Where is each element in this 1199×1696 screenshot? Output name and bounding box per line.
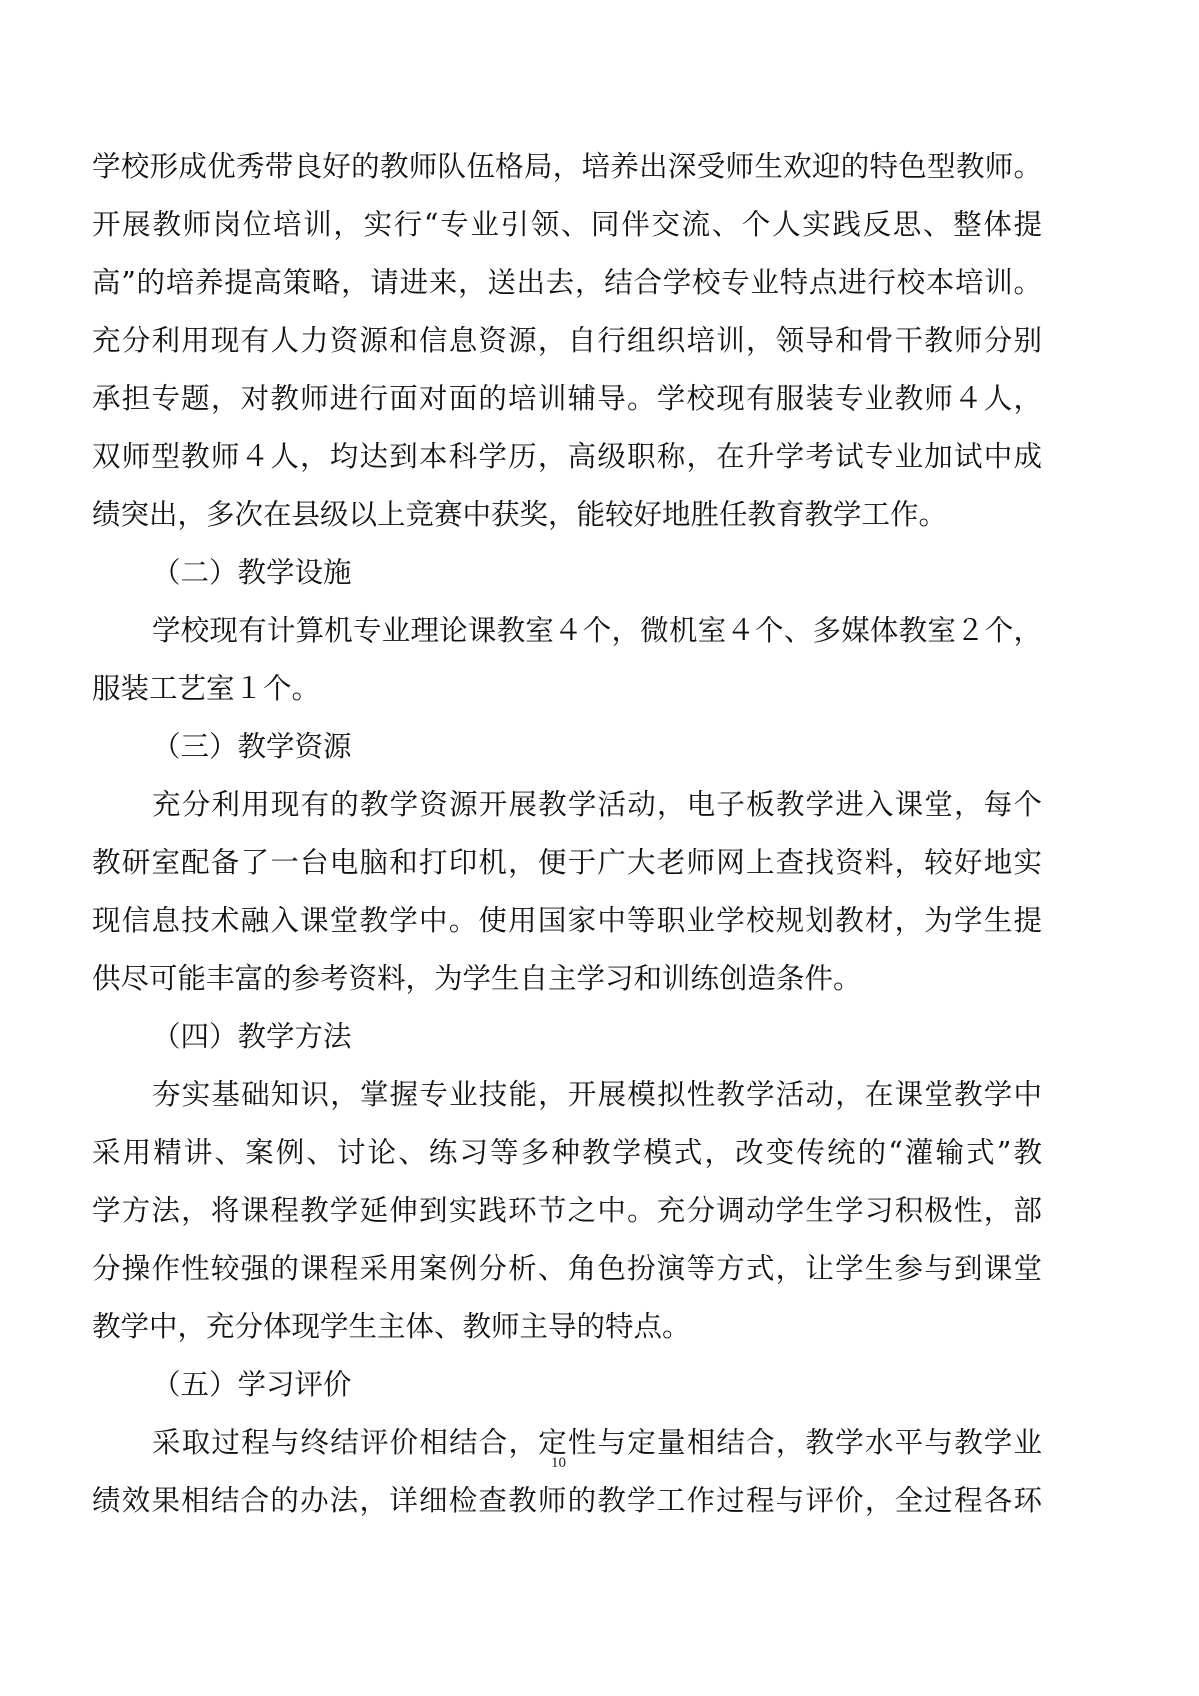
paragraph-line: 充分利用现有人力资源和信息资源，自行组织培训，领导和骨干教师分别: [92, 324, 1042, 357]
paragraph-line: 服装工艺室１个。: [92, 672, 321, 705]
paragraph-line: 学校形成优秀带良好的教师队伍格局，培养出深受师生欢迎的特色型教师。: [92, 150, 1042, 183]
paragraph-line: 供尽可能丰富的参考资料，为学生自主学习和训练创造条件。: [92, 962, 862, 995]
paragraph-line: 采用精讲、案例、讨论、练习等多种教学模式，改变传统的“灌输式”教: [92, 1136, 1042, 1169]
page-number: 10: [551, 1455, 566, 1471]
paragraph-line: 分操作性较强的课程采用案例分析、角色扮演等方式，让学生参与到课堂: [92, 1252, 1042, 1285]
paragraph-line: 学校现有计算机专业理论课教室４个，微机室４个、多媒体教室２个，: [152, 614, 1042, 647]
paragraph-line: 绩突出，多次在县级以上竞赛中获奖，能较好地胜任教育教学工作。: [92, 498, 948, 531]
paragraph-line: 教学中，充分体现学生主体、教师主导的特点。: [92, 1310, 691, 1343]
paragraph-line: 夯实基础知识，掌握专业技能，开展模拟性教学活动，在课堂教学中: [152, 1078, 1042, 1111]
paragraph-line: 双师型教师４人，均达到本科学历，高级职称，在升学考试专业加试中成: [92, 440, 1042, 473]
paragraph-line: 采取过程与终结评价相结合，定性与定量相结合，教学水平与教学业: [152, 1426, 1042, 1459]
section-heading: （四）教学方法: [152, 1020, 352, 1053]
paragraph-line: 高”的培养提高策略，请进来，送出去，结合学校专业特点进行校本培训。: [92, 266, 1042, 299]
paragraph-line: 绩效果相结合的办法，详细检查教师的教学工作过程与评价，全过程各环: [92, 1484, 1042, 1517]
paragraph-line: 现信息技术融入课堂教学中。使用国家中等职业学校规划教材，为学生提: [92, 904, 1042, 937]
paragraph-line: 充分利用现有的教学资源开展教学活动，电子板教学进入课堂，每个: [152, 788, 1042, 821]
section-heading: （五）学习评价: [152, 1368, 352, 1401]
section-heading: （二）教学设施: [152, 556, 352, 589]
paragraph-line: 承担专题，对教师进行面对面的培训辅导。学校现有服装专业教师４人，: [92, 382, 1042, 415]
paragraph-line: 学方法，将课程教学延伸到实践环节之中。充分调动学生学习积极性，部: [92, 1194, 1042, 1227]
section-heading: （三）教学资源: [152, 730, 352, 763]
paragraph-line: 开展教师岗位培训，实行“专业引领、同伴交流、个人实践反思、整体提: [92, 208, 1042, 241]
paragraph-line: 教研室配备了一台电脑和打印机，便于广大老师网上查找资料，较好地实: [92, 846, 1042, 879]
